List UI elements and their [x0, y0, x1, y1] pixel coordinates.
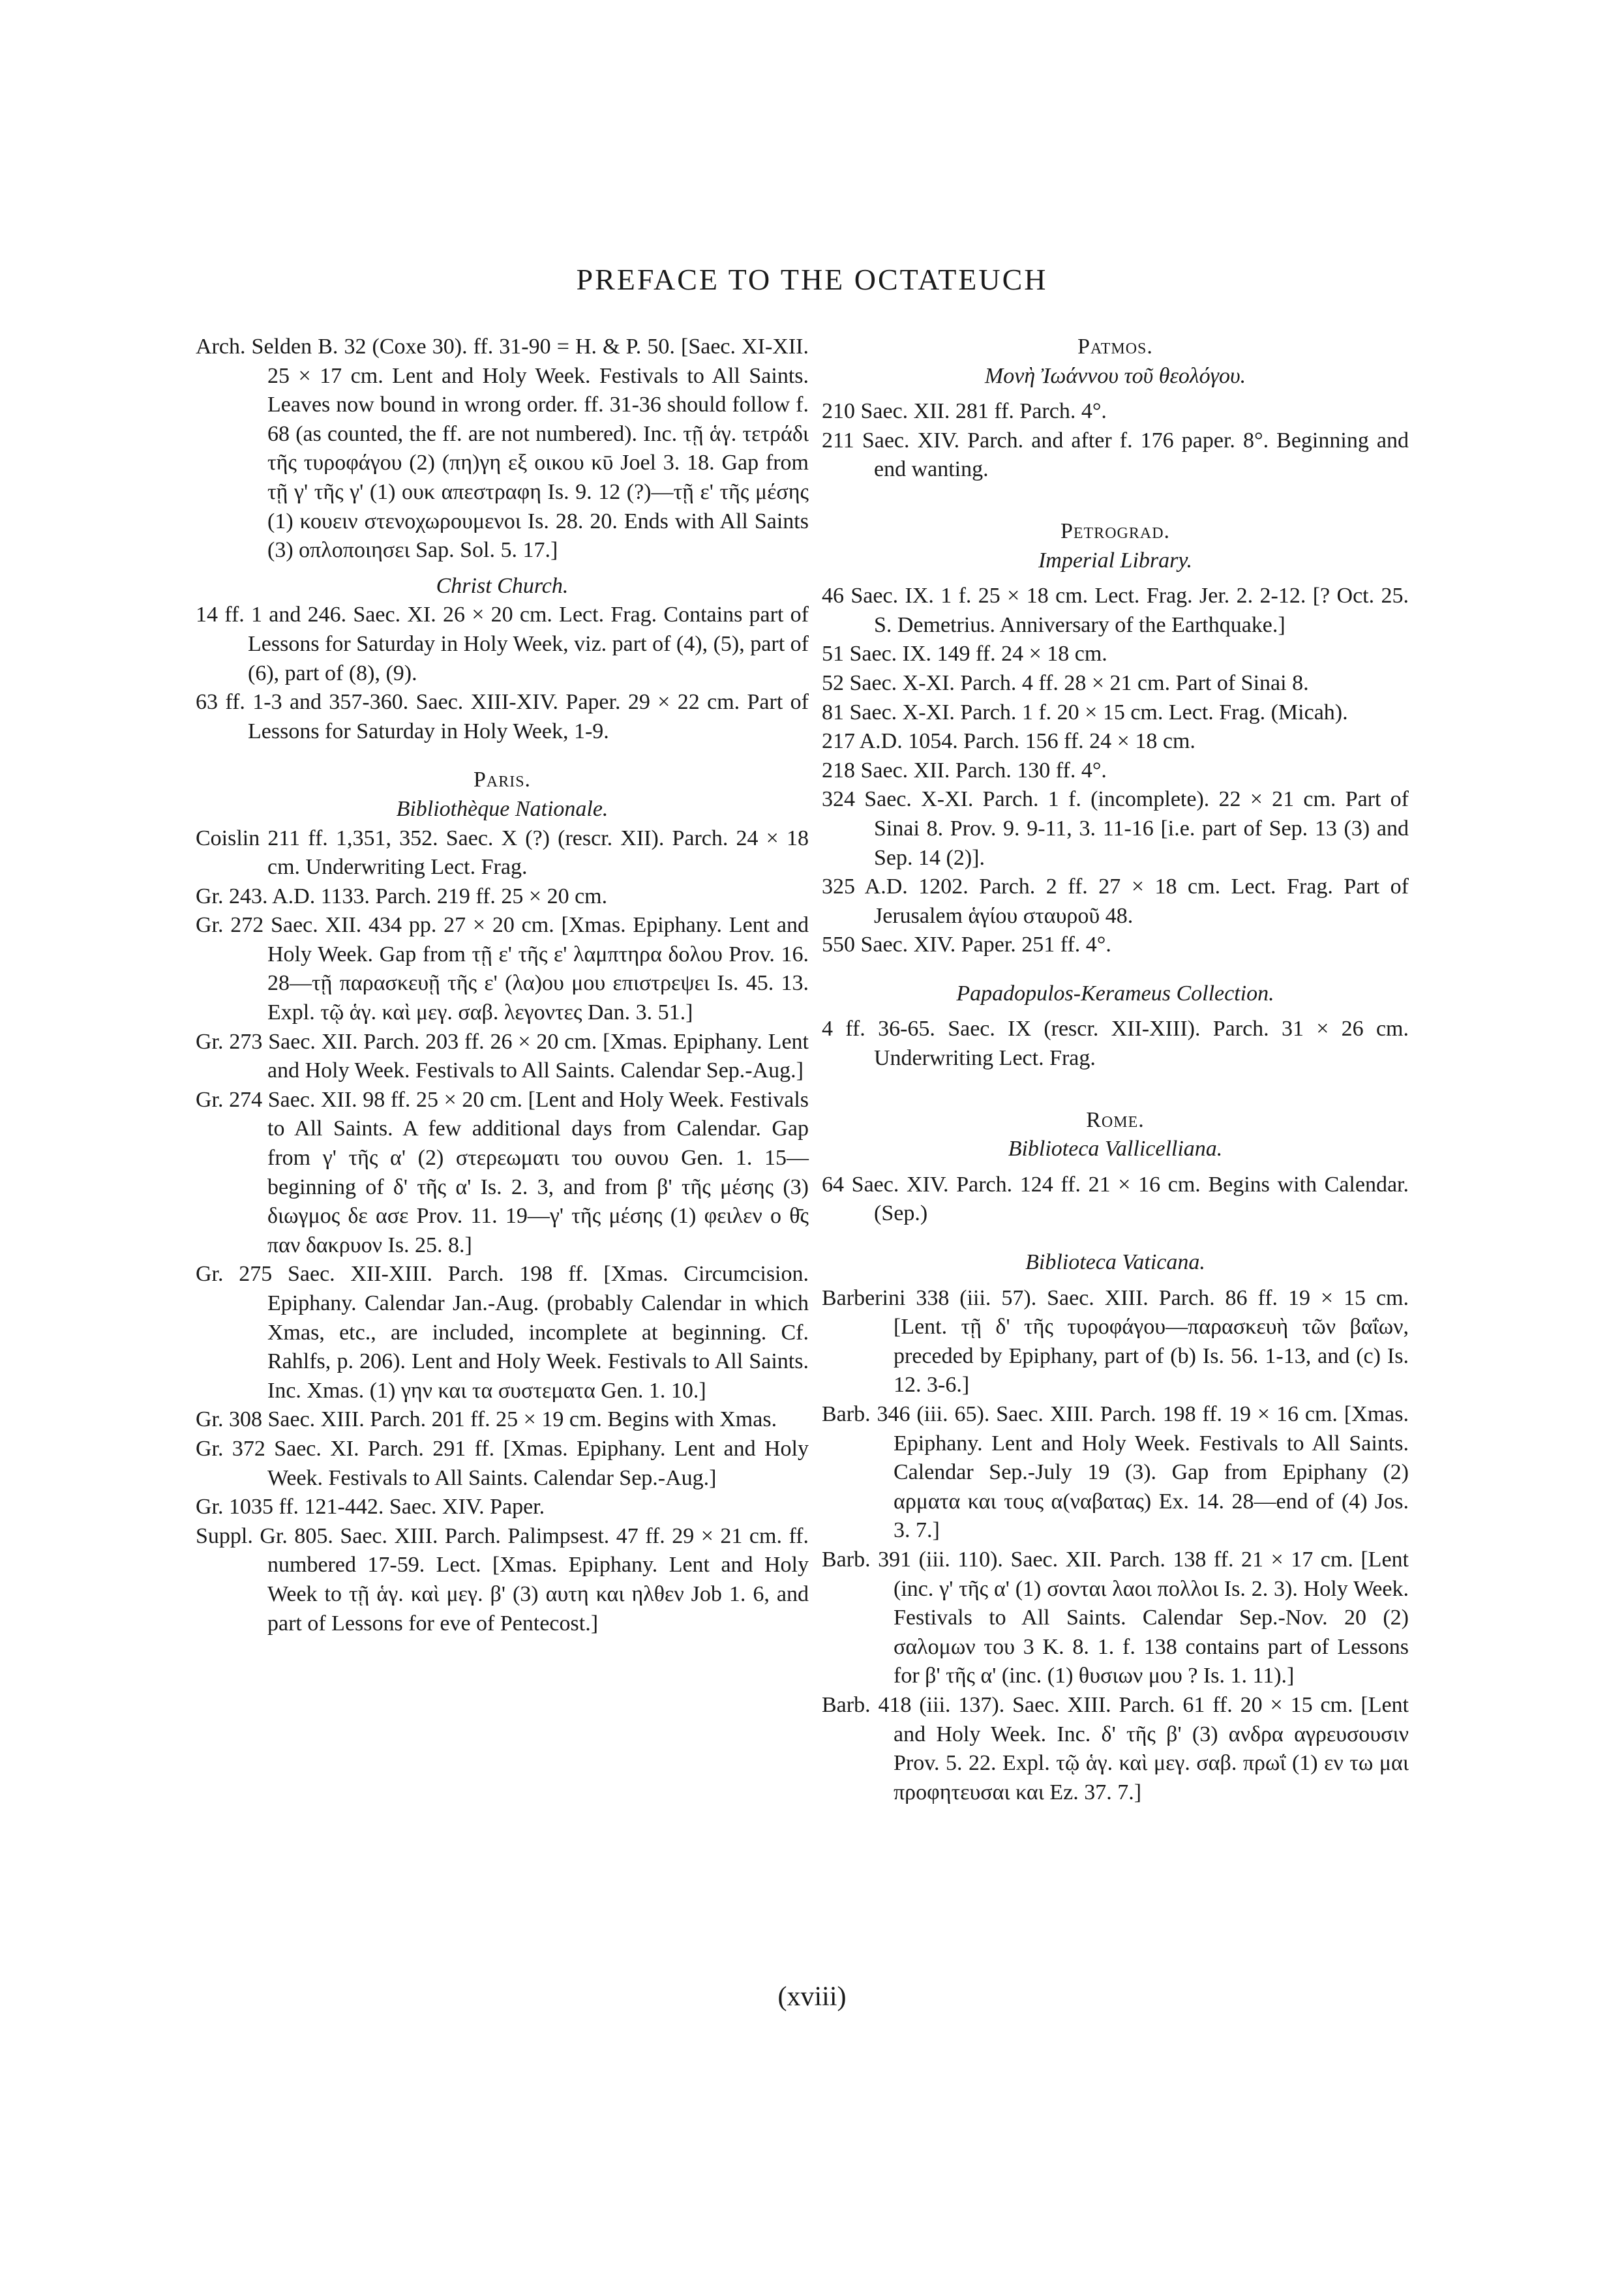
entry-gr-308: Gr. 308 Saec. XIII. Parch. 201 ff. 25 × 19 cm. Begins with Xmas.	[196, 1407, 777, 1432]
entry-petrograd-46: 46 Saec. IX. 1 f. 25 × 18 cm. Lect. Frag. Jer. 2. 2-12. [? Oct. 25. S. Demetrius. Anniversary of the Earthquake.]	[822, 584, 1409, 637]
entry-petrograd-324: 324 Saec. X-XI. Parch. 1 f. (incomplete). 22 × 21 cm. Part of Sinai 8. Prov. 9. 9-11, 3. 11-16 [i.e. part of Sep. 13 (3) and Sep. 14 (2)].	[822, 787, 1409, 870]
entry-gr-372: Gr. 372 Saec. XI. Parch. 291 ff. [Xmas. Epiphany. Lent and Holy Week. Festivals to All Saints. Calendar Sep.-Aug.]	[196, 1436, 809, 1490]
petrograd-heading: Petrograd.	[1060, 518, 1171, 543]
entry-petrograd-325: 325 A.D. 1202. Parch. 2 ff. 27 × 18 cm. Lect. Frag. Part of Jerusalem ἁγίου σταυροῦ 48.	[822, 875, 1409, 928]
entry-arch-selden: Arch. Selden B. 32 (Coxe 30). ff. 31-90 = H. & P. 50. [Saec. XI-XII. 25 × 17 cm. Lent and Holy Week. Festivals to All Saints. Leaves now bound in wrong order. ff. 31-36 should follow f. 68 (as counted, the ff. are not numbered). Inc. τῇ ἁγ. τετράδι τῆς τυροφάγου (2) (πη)γη εξ οικου κῡ Joel 3. 18. Gap from τῇ γ' τῆς γ' (1) ουκ απεστραφη Is. 9. 12 (?)—τῇ ε' τῆς μέσης (1) κουειν στενοχωρουμενοι Is. 28. 20. Ends with All Saints (3) οπλοποιησει Sap. Sol. 5. 17.]	[196, 335, 809, 563]
entry-gr-275: Gr. 275 Saec. XII-XIII. Parch. 198 ff. [Xmas. Circumcision. Epiphany. Calendar Jan.-Aug. (probably Calendar in which Xmas, etc., are included, incomplete at beginning. Cf. Rahlfs, p. 206). Lent and Holy Week. Festivals to All Saints. Inc. Xmas. (1) γην και τα συστεματα Gen. 1. 10.]	[196, 1262, 809, 1403]
entry-christ-church-14: 14 ff. 1 and 246. Saec. XI. 26 × 20 cm. Lect. Frag. Contains part of Lessons for Saturday in Holy Week, viz. part of (4), (5), part of (6), part of (8), (9).	[196, 603, 809, 685]
page-title: PREFACE TO THE OCTATEUCH	[576, 263, 1048, 296]
entry-petrograd-217: 217 A.D. 1054. Parch. 156 ff. 24 × 18 cm.	[822, 729, 1195, 754]
entry-petrograd-51: 51 Saec. IX. 149 ff. 24 × 18 cm.	[822, 642, 1107, 666]
vaticana-heading: Biblioteca Vaticana.	[1025, 1250, 1205, 1275]
entry-petrograd-550: 550 Saec. XIV. Paper. 251 ff. 4°.	[822, 933, 1111, 957]
rome-heading: Rome.	[1086, 1107, 1145, 1132]
entry-barb-418: Barb. 418 (iii. 137). Saec. XIII. Parch. 61 ff. 20 × 15 cm. [Lent and Holy Week. Inc. δ' τῆς β' (3) ανδρα αγρευσουσιν Prov. 5. 22. Expl. τῷ ἁγ. καὶ μεγ. σαβ. πρωΐ (1) εν τω μαι προφητευσαι και Ez. 37. 7.]	[822, 1692, 1409, 1804]
entry-vallicelliana-64: 64 Saec. XIV. Parch. 124 ff. 21 × 16 cm. Begins with Calendar. (Sep.)	[822, 1172, 1409, 1226]
patmos-monastery-heading: Μονὴ Ἰωάννου τοῦ θεολόγου.	[984, 363, 1246, 388]
entry-petrograd-218: 218 Saec. XII. Parch. 130 ff. 4°.	[822, 758, 1107, 783]
vallicelliana-heading: Biblioteca Vallicelliana.	[1008, 1137, 1223, 1161]
right-column	[822, 333, 1409, 1807]
entry-gr-273: Gr. 273 Saec. XII. Parch. 203 ff. 26 × 20 cm. [Xmas. Epiphany. Lent and Holy Week. Festivals to All Saints. Calendar Sep.-Aug.]	[196, 1029, 809, 1083]
entry-barberini-338: Barberini 338 (iii. 57). Saec. XIII. Parch. 86 ff. 19 × 15 cm. [Lent. τῇ δ' τῆς τυροφάγου—παρασκευὴ τῶν βαΐων, preceded by Epiphany, part of (b) Is. 56. 1-13, and (c) Is. 12. 3-6.]	[822, 1285, 1409, 1398]
entry-coislin-211: Coislin 211 ff. 1,351, 352. Saec. X (?) (rescr. XII). Parch. 24 × 18 cm. Underwriting Lect. Frag.	[196, 826, 809, 880]
entry-petrograd-81: 81 Saec. X-XI. Parch. 1 f. 20 × 15 cm. Lect. Frag. (Micah).	[822, 700, 1348, 725]
left-column	[196, 333, 809, 1638]
entry-christ-church-63: 63 ff. 1-3 and 357-360. Saec. XIII-XIV. Paper. 29 × 22 cm. Part of Lessons for Saturday in Holy Week, 1-9.	[196, 690, 809, 743]
entry-patmos-211: 211 Saec. XIV. Parch. and after f. 176 paper. 8°. Beginning and end wanting.	[822, 428, 1409, 482]
christ-church-heading: Christ Church.	[436, 573, 569, 598]
imperial-library-heading: Imperial Library.	[1038, 548, 1193, 573]
entry-gr-1035: Gr. 1035 ff. 121-442. Saec. XIV. Paper.	[196, 1495, 545, 1519]
entry-petrograd-52: 52 Saec. X-XI. Parch. 4 ff. 28 × 21 cm. Part of Sinai 8.	[822, 670, 1309, 695]
entry-suppl-gr-805: Suppl. Gr. 805. Saec. XIII. Parch. Palimpsest. 47 ff. 29 × 21 cm. ff. numbered 17-59. Lect. [Xmas. Epiphany. Lent and Holy Week to τῇ ἁγ. καὶ μεγ. β' (3) αυτη και ηλθεν Job 1. 6, and part of Lessons for eve of Pentecost.]	[196, 1523, 809, 1636]
entry-barb-391: Barb. 391 (iii. 110). Saec. XII. Parch. 138 ff. 21 × 17 cm. [Lent (inc. γ' τῆς α' (1) σονται λαοι πολλοι Is. 2. 3). Holy Week. Festivals to All Saints. Calendar Sep.-Nov. 20 (2) σαλομων του 3 K. 8. 1. f. 138 contains part of Lessons for β' τῆς α' (inc. (1) θυσιων μου ? Is. 1. 11).]	[822, 1547, 1409, 1688]
patmos-heading: Patmos.	[1077, 335, 1153, 359]
entry-barb-346: Barb. 346 (iii. 65). Saec. XIII. Parch. 198 ff. 19 × 16 cm. [Xmas. Epiphany. Lent and Holy Week. Festivals to All Saints. Calendar Sep.-July 19 (3). Gap from Epiphany (2) αρματα και τους α(ναβατας) Ex. 14. 28—end of (4) Jos. 3. 7.]	[822, 1402, 1409, 1543]
entry-gr-272: Gr. 272 Saec. XII. 434 pp. 27 × 20 cm. [Xmas. Epiphany. Lent and Holy Week. Gap from τῇ ε' τῆς ε' λαμπτηρα δολου Prov. 16. 28—τῇ παρασκευῇ τῆς ε' (λα)ου μου επιστρεψει Is. 45. 13. Expl. τῷ ἁγ. καὶ μεγ. σαβ. λεγοντες Dan. 3. 51.]	[196, 913, 809, 1025]
entry-gr-243: Gr. 243. A.D. 1133. Parch. 219 ff. 25 × 20 cm.	[196, 884, 608, 908]
entry-patmos-210: 210 Saec. XII. 281 ff. Parch. 4°.	[822, 399, 1107, 424]
paris-heading: Paris.	[473, 768, 532, 792]
bibliotheque-nationale-heading: Bibliothèque Nationale.	[396, 796, 609, 821]
page-number: (xviii)	[777, 1982, 847, 2012]
entry-papadopulos-4: 4 ff. 36-65. Saec. IX (rescr. XII-XIII). Parch. 31 × 26 cm. Underwriting Lect. Frag.	[822, 1017, 1409, 1071]
papadopulos-kerameus-heading: Papadopulos-Kerameus Collection.	[956, 981, 1274, 1006]
entry-gr-274: Gr. 274 Saec. XII. 98 ff. 25 × 20 cm. [Lent and Holy Week. Festivals to All Saints. A few additional days from Calendar. Gap from γ' τῆς α' (2) στερεωματι του ουνου Gen. 1. 15—beginning of δ' τῆς α' Is. 2. 3, and from β' τῆς μέσης (3) διωγμος δε ασε Prov. 11. 19—γ' τῆς μέσης (1) φειλεν ο θ̄ς παν δακρυον Is. 25. 8.]	[196, 1087, 809, 1257]
